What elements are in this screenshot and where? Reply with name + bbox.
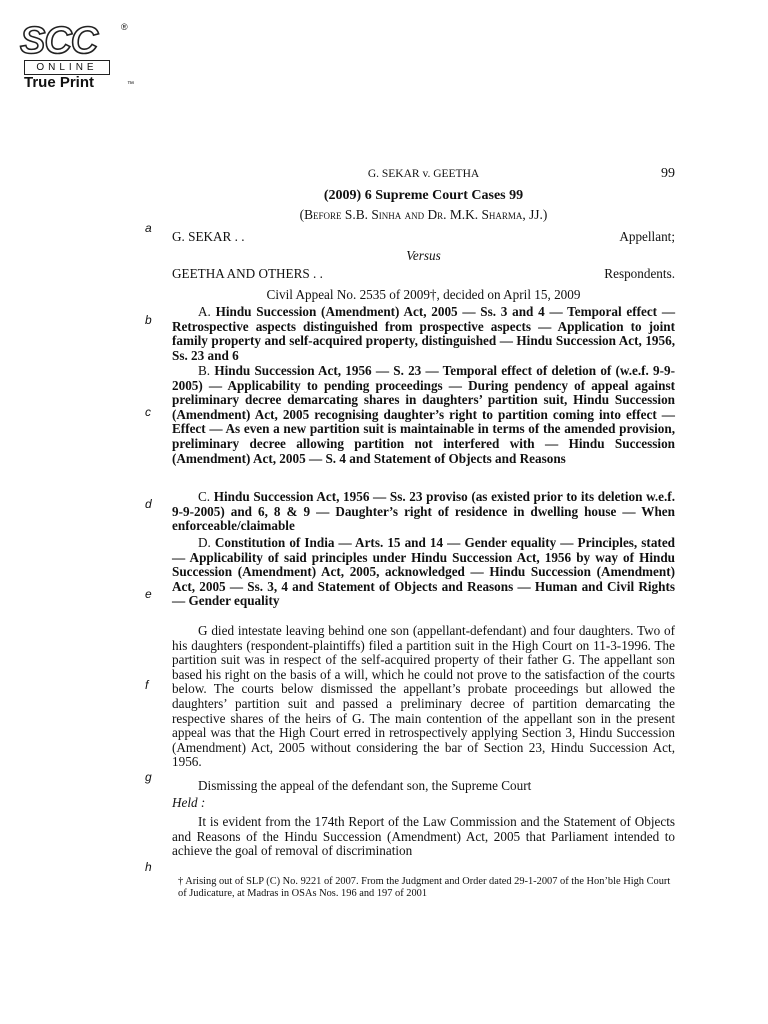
running-head — [172, 166, 675, 186]
footnote: † Arising out of SLP (C) No. 9221 of 2007. From the Judgment and Order dated 29-1-2007 of the Hon’ble High Court of Judicature, at Madras in OSAs Nos. 196 and 197 of 2001 — [178, 876, 671, 899]
margin-letter-c: c — [145, 405, 151, 419]
appellant-name: G. SEKAR — [172, 229, 232, 244]
versus: Versus — [406, 248, 441, 263]
appellant-dots: . . — [234, 229, 245, 244]
headnote-c: C. Hindu Succession Act, 1956 — Ss. 23 proviso (as existed prior to its deletion w.e.f. 9-9-2005) and 6, 8 & 9 — Daughter’s right of residence in dwelling house — When enforceable/claimable — [172, 489, 675, 534]
dismissing-line: Dismissing the appeal of the defendant son, the Supreme Court — [198, 778, 532, 793]
appellant-line — [172, 230, 675, 245]
headnote-a: A. Hindu Succession (Amendment) Act, 2005 — Ss. 3 and 4 — Temporal effect — Retrospective aspects distinguished from prospective aspects — Application to joint family property and self-acquired property, distinguished — Hindu Succession Act, 1956, Ss. 23 and 6 — [172, 304, 676, 363]
respondent-name: GEETHA AND OTHERS — [172, 266, 310, 281]
respondent-role: Respondents. — [604, 266, 675, 281]
headnote-b: B. Hindu Succession Act, 1956 — S. 23 — Temporal effect of deletion of (w.e.f. 9-9-2005) — Applicability to pending proceedings — During pendency of appeal against preliminary decree demarcating shares in daughters’ partition suit, Hindu Succession (Amendment) Act, 2005 recognising daughter’s right to partition coming into effect — Effect — As even a new partition suit is maintainable in terms of the amended provision, preliminary decree allowing partition not interfered with — Hindu Succession (Amendment) Act, 2005 — S. 4 and Statement of Objects and Reasons — [172, 363, 676, 466]
held-label: Held : — [172, 795, 206, 810]
margin-letter-e: e — [145, 587, 152, 601]
bench: (Before S.B. Sinha and Dr. M.K. Sharma, JJ.) — [299, 207, 548, 222]
respondent-dots: . . — [313, 266, 323, 281]
case-citation: (2009) 6 Supreme Court Cases 99 — [323, 188, 524, 203]
appeal-details: Civil Appeal No. 2535 of 2009†, decided on April 15, 2009 — [266, 287, 581, 302]
respondent-line — [172, 267, 675, 282]
logo-trademark: ™ — [127, 81, 134, 88]
logo-brand: SCC — [20, 20, 98, 62]
facts-paragraph: G died intestate leaving behind one son (appellant-defendant) and four daughters. Two of his daughters (respondent-plaintiffs) filed a partition suit in the High Court on 11-3-1996. The partition suit was in respect of the self-acquired property of their father G. The appellant son based his right on the basis of a will, which he could not prove to the satisfaction of the courts below. The courts below dismissed the appellant’s probate proceedings but allowed the daughters’ partition suit and passed a preliminary decree of partition demarcating the respective shares of the heirs of G. The main contention of the appellant son in the present appeal was that the High Court erred in retrospectively applying Section 3, Hindu Succession (Amendment) Act, 2005 without considering the bar of Section 23, Hindu Succession Act, 1956. — [172, 623, 675, 770]
scc-online-logo — [20, 20, 134, 92]
running-head-title: G. SEKAR v. GEETHA — [367, 168, 480, 180]
page-number: 99 — [661, 166, 675, 181]
margin-letter-b: b — [145, 313, 152, 327]
logo-registered-mark: ® — [121, 22, 128, 32]
margin-letter-a: a — [145, 221, 152, 235]
logo-subtitle: True Print — [24, 74, 95, 91]
margin-letter-f: f — [145, 678, 149, 692]
appellant-role: Appellant; — [619, 229, 675, 244]
logo-online: ONLINE — [24, 60, 110, 75]
headnote-d: D. Constitution of India — Arts. 15 and 14 — Gender equality — Principles, stated — Applicability of said principles under Hindu Succession Act, 1956 by way of Hindu Succession (Amendment) Act, 2005, acknowledged — Hindu Succession (Amendment) Act, 2005 — Ss. 3, 4 and Statement of Objects and Reasons — Human and Civil Rights — Gender equality — [172, 535, 676, 609]
margin-letter-h: h — [145, 860, 152, 874]
held-paragraph: It is evident from the 174th Report of the Law Commission and the Statement of Objects and Reasons of the Hindu Succession (Amendment) Act, 2005 that Parliament intended to achieve the goal of removal of discrimination — [172, 814, 675, 859]
margin-letter-g: g — [145, 770, 152, 784]
margin-letter-d: d — [145, 497, 152, 511]
